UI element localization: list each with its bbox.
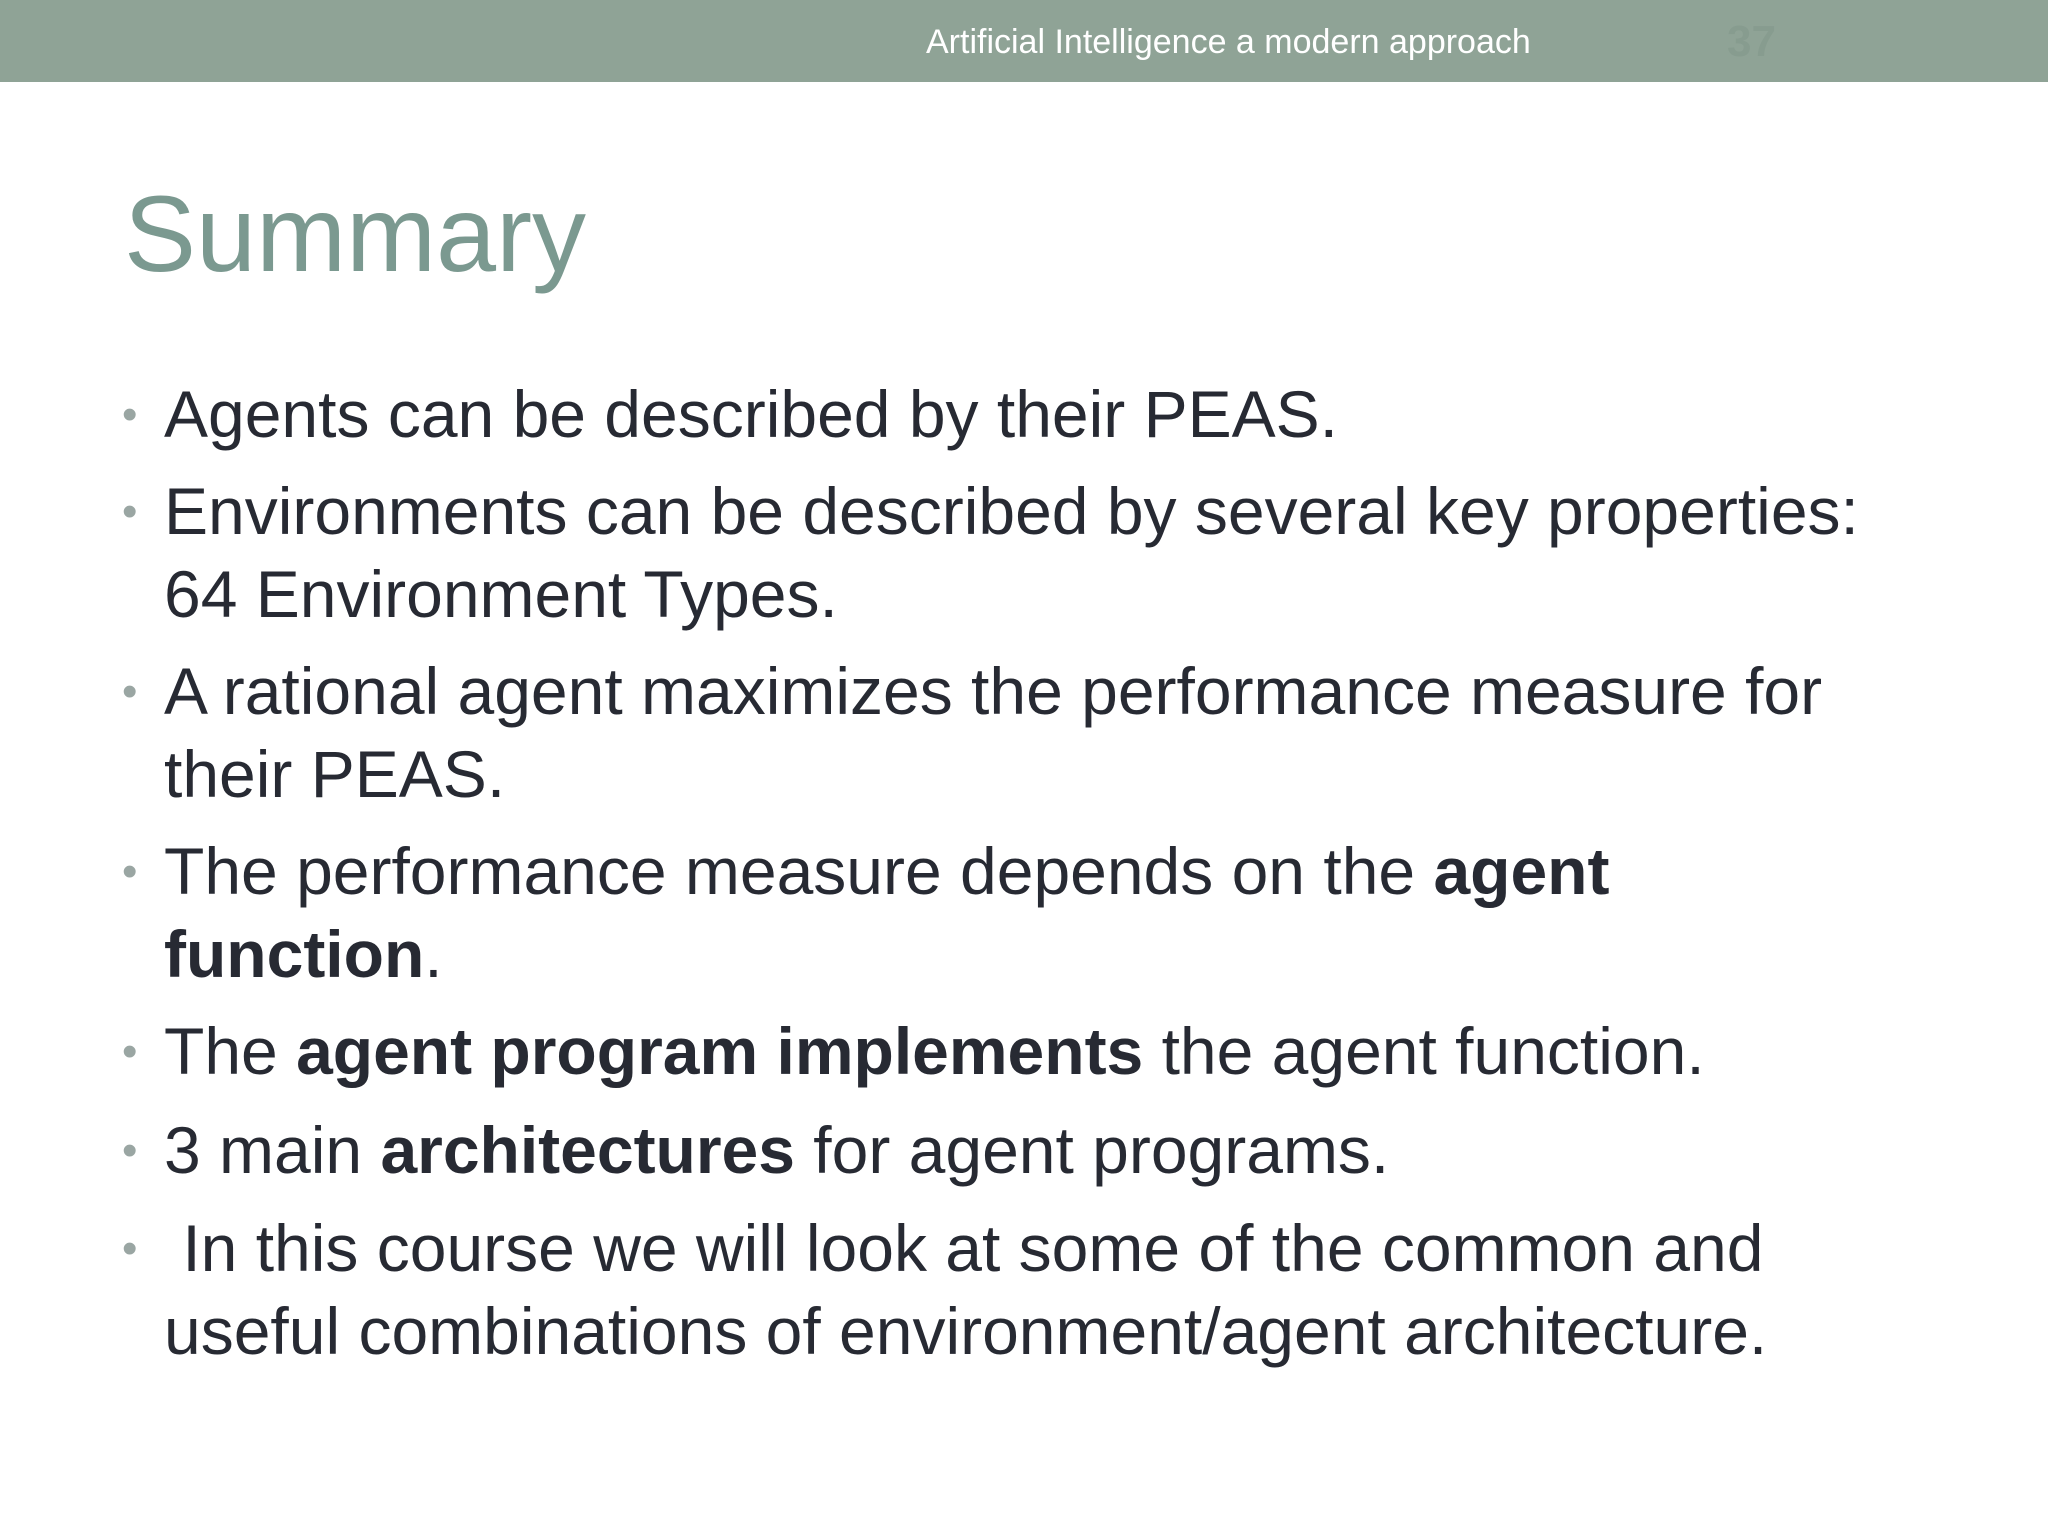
slide-title: Summary <box>124 173 587 294</box>
bullet-text: The <box>164 1014 297 1088</box>
bullet-line <box>164 1010 1964 1093</box>
bullet-line: 64 Environment Types. <box>164 557 838 631</box>
bullet-emphasis: agent program implements <box>296 1014 1144 1088</box>
bullet-dot-icon: • <box>122 487 138 536</box>
bullet-dot-icon: • <box>122 390 138 439</box>
bullet-text: The performance measure depends on the <box>164 834 1434 908</box>
slide-number: 37 <box>1727 17 1776 66</box>
bullet-emphasis: agent <box>1433 834 1610 908</box>
bullet-dot-icon: • <box>122 1224 138 1273</box>
bullet-line: useful combinations of environment/agent architecture. <box>164 1294 1768 1368</box>
bullet-text: 3 main <box>164 1113 381 1187</box>
bullet-text: for agent programs. <box>794 1113 1390 1187</box>
bullet-line <box>164 1109 1964 1192</box>
bullet-line: Environments can be described by several key properties: <box>164 474 1859 548</box>
bullet-emphasis: function <box>164 917 425 991</box>
bullet-item-rational-agent <box>122 650 1964 816</box>
bullet-line: A rational agent maximizes the performance measure for <box>164 654 1823 728</box>
bullet-line: Agents can be described by their PEAS. <box>164 377 1339 451</box>
bullet-line <box>164 913 1964 996</box>
bullet-item-environments <box>122 470 1964 636</box>
bullet-emphasis: architectures <box>380 1113 795 1187</box>
bullet-item-agent-program <box>122 1010 1964 1093</box>
bullet-item-performance-measure <box>122 830 1964 996</box>
bullet-line <box>164 830 1964 913</box>
bullet-item-peas <box>122 373 1964 456</box>
bullet-line: In this course we will look at some of the common and <box>164 1211 1764 1285</box>
bullet-dot-icon: • <box>122 1126 138 1175</box>
bullet-dot-icon: • <box>122 847 138 896</box>
presentation-title: Artificial Intelligence a modern approach <box>926 23 1531 61</box>
bullet-line: their PEAS. <box>164 737 506 811</box>
bullet-text: . <box>424 917 443 991</box>
bullet-item-course <box>122 1207 1964 1373</box>
bullet-dot-icon: • <box>122 1027 138 1076</box>
bullet-text: the agent function. <box>1143 1014 1705 1088</box>
bullet-dot-icon: • <box>122 667 138 716</box>
bullet-item-architectures <box>122 1109 1964 1192</box>
